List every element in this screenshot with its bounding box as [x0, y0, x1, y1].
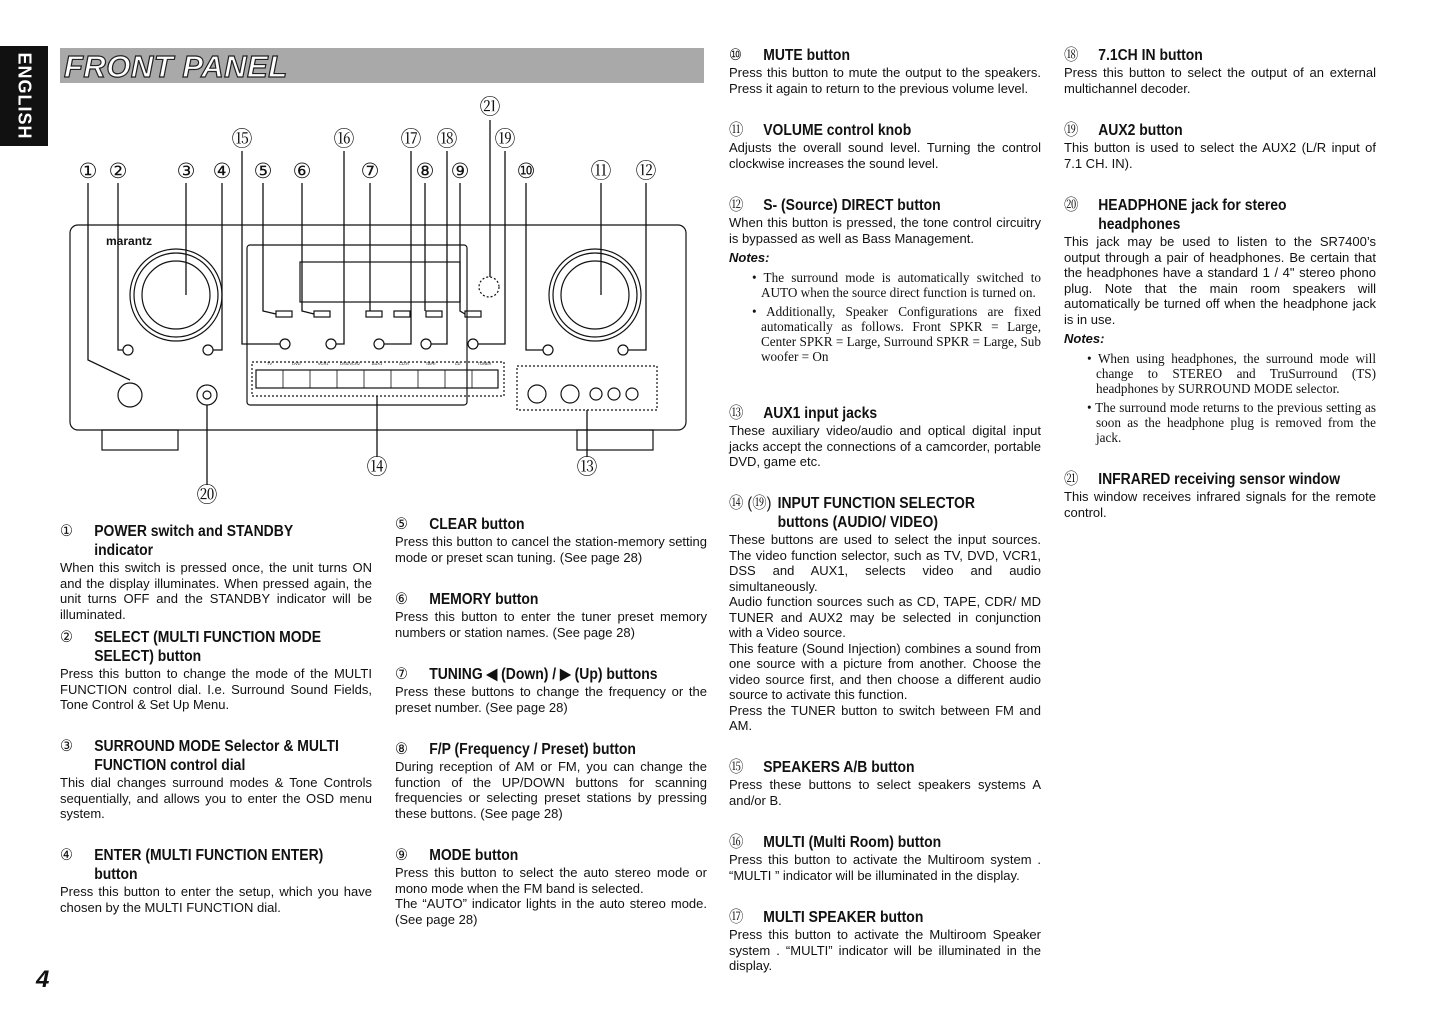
- item-number: ⑨: [395, 847, 408, 864]
- callout: ⑲: [494, 128, 516, 151]
- callout: ㉑: [479, 96, 501, 119]
- item-body: Press this button to enter the setup, which you have chosen by the MULTI FUNCTION dial.: [60, 884, 372, 915]
- item-enter: [60, 846, 372, 915]
- round-buttons: [123, 339, 628, 355]
- item-body: Press this button to cancel the station-memory setting mode or preset scan tuning. (See page 28): [395, 534, 707, 565]
- item-title: MULTI SPEAKER button: [763, 909, 924, 926]
- item-infrared: [1064, 470, 1376, 520]
- item-input-selector: [729, 494, 1041, 734]
- item-number: ⑦: [395, 666, 408, 683]
- input-label: TUNER: [477, 361, 492, 366]
- item-number: ⑬: [729, 405, 744, 422]
- item-aux2: [1064, 121, 1376, 171]
- callout: ⑰: [400, 128, 422, 151]
- input-selector-row: [256, 370, 498, 388]
- callout: ⑳: [196, 484, 218, 507]
- callout: ⑥: [292, 160, 312, 183]
- item-title: AUX2 button: [1098, 122, 1183, 139]
- item-body: Press these buttons to select speakers systems A and/or B.: [729, 777, 1041, 808]
- item-title: F/P (Frequency / Preset) button: [429, 741, 636, 758]
- item-body: Press this button to select the auto stereo mode or mono mode when the FM band is selected.: [395, 865, 707, 896]
- item-volume: [729, 121, 1041, 171]
- note: • The surround mode is automatically switched to AUTO when the source direct function is turned on.: [752, 269, 1041, 300]
- callout: ⑯: [333, 128, 355, 151]
- item-multi-speaker: [729, 908, 1041, 974]
- input-label: CD-R: [398, 361, 409, 366]
- item-body: During reception of AM or FM, you can change the function of the UP/DOWN buttons for scanning frequencies or selecting preset stations by pressing these buttons. (See page 28): [395, 759, 707, 821]
- input-label: CD: [454, 361, 461, 366]
- item-body: When this button is pressed, the tone control circuitry is bypassed as well as Bass Management.: [729, 215, 1041, 246]
- item-memory: [395, 590, 707, 640]
- item-body: When this switch is pressed once, the unit turns ON and the display illuminates. When pressed again, the unit turns OFF and the STANDBY indicator will be illuminated.: [60, 560, 372, 622]
- callout: ⑤: [253, 160, 273, 183]
- page-title: FRONT PANEL: [64, 49, 288, 84]
- notes-label: Notes:: [729, 250, 770, 265]
- item-tuning: [395, 665, 707, 715]
- item-body: This feature (Sound Injection) combines a sound from one source with a picture from another. Choose the video source first, and then choose a different audio source to activate this function.: [729, 640, 1041, 702]
- item-body: Press this button to mute the output to the speakers. Press it again to return to the previous volume level.: [729, 65, 1041, 96]
- item-title: SELECT (MULTI FUNCTION MODE SELECT) button: [94, 629, 321, 665]
- callout: ⑪: [590, 160, 612, 183]
- item-title: HEADPHONE jack for stereo headphones: [1098, 197, 1287, 233]
- item-body: These auxiliary video/audio and optical digital input jacks accept the connections of a camcorder, portable DVD, game etc.: [729, 423, 1041, 469]
- input-label: VCR1: [317, 361, 329, 366]
- surround-selector-knob: [142, 261, 210, 329]
- item-title: AUX1 input jacks: [763, 405, 878, 422]
- item-title: INFRARED receiving sensor window: [1098, 471, 1341, 488]
- item-number: ⑥: [395, 591, 408, 608]
- right-foot: [577, 430, 653, 450]
- left-foot: [102, 430, 178, 450]
- item-number: ⑲: [1064, 122, 1079, 139]
- item-number: ⑩: [729, 47, 742, 64]
- item-title: 7.1CH IN button: [1098, 47, 1203, 64]
- input-label: AUX1: [371, 361, 383, 366]
- item-body: The “AUTO” indicator lights in the auto stereo mode. (See page 28): [395, 896, 707, 927]
- item-power: [60, 522, 372, 622]
- item-title: MULTI (Multi Room) button: [763, 834, 942, 851]
- item-body: This jack may be used to listen to the SR7400’s output through a pair of headphones. Be certain that the headphones have a standard 1 / 4" stereo phono plug. Note that the main room speakers will automatically be turned off when the headphone jack is in use.: [1064, 234, 1376, 327]
- item-number: ⑧: [395, 741, 408, 758]
- ir-sensor-window: [479, 277, 499, 297]
- item-select: [60, 628, 372, 713]
- item-title: MODE button: [429, 847, 519, 864]
- note: • Additionally, Speaker Configurations are fixed automatically as follows. Front SPKR = Large, Center SPKR = Large, Surround SPKR = Large, Sub woofer = On: [752, 303, 1041, 364]
- callout: ⑨: [450, 160, 470, 183]
- item-71ch-in: [1064, 46, 1376, 96]
- note: • When using headphones, the surround mode will change to STEREO and TruSurround (TS) headphones by SURROUND MODE selector.: [1087, 350, 1376, 396]
- item-mute: [729, 46, 1041, 96]
- callout: ⑫: [635, 160, 657, 183]
- item-body: Press these buttons to change the frequency or the preset number. (See page 28): [395, 684, 707, 715]
- brand-logo: marantz: [106, 234, 153, 248]
- item-body: Press this button to activate the Multiroom Speaker system . “MULTI” indicator will be illuminated in the display.: [729, 927, 1041, 973]
- item-source-direct: [729, 196, 1041, 364]
- item-body: These buttons are used to select the input sources. The video function selector, such as TV, DVD, VCR1, DSS and AUX1, selects video and audio simultaneously.: [729, 532, 1041, 594]
- item-number: ④: [60, 847, 73, 864]
- item-number: ⑳: [1064, 197, 1079, 214]
- item-number: ⑫: [729, 197, 744, 214]
- item-body: Press this button to change the mode of the MULTI FUNCTION control dial. I.e. Surround Sound Fields, Tone Control & Set Up Menu.: [60, 666, 372, 712]
- item-body: Audio function sources such as CD, TAPE, CDR/ MD TUNER and AUX2 may be selected in conjunction with a Video source.: [729, 594, 1041, 640]
- item-number: ⑯: [729, 834, 744, 851]
- item-title: INPUT FUNCTION SELECTOR buttons (AUDIO/ VIDEO): [777, 495, 975, 531]
- callout: ②: [108, 160, 128, 183]
- item-title: S- (Source) DIRECT button: [763, 197, 941, 214]
- item-number: ㉑: [1064, 471, 1079, 488]
- item-number: ⑭ (⑲): [729, 495, 772, 512]
- item-title: TUNING ◀ (Down) / ▶ (Up) buttons: [429, 666, 658, 683]
- callout: ⑦: [360, 160, 380, 183]
- item-multi: [729, 833, 1041, 883]
- item-surround-mode: [60, 737, 372, 822]
- item-number: ⑤: [395, 516, 408, 533]
- callout: ④: [212, 160, 232, 183]
- item-fp: [395, 740, 707, 821]
- item-clear: [395, 515, 707, 565]
- input-label: TAPE: [425, 361, 436, 366]
- power-button: [118, 383, 142, 407]
- item-title: MEMORY button: [429, 591, 539, 608]
- item-title: SURROUND MODE Selector & MULTI FUNCTION control dial: [94, 738, 339, 774]
- callout: ⑭: [366, 456, 388, 479]
- item-number: ⑪: [729, 122, 744, 139]
- item-title: POWER switch and STANDBY indicator: [94, 523, 293, 559]
- language-label: ENGLISH: [14, 52, 35, 140]
- item-aux1: [729, 404, 1041, 470]
- page-number: 4: [36, 966, 50, 993]
- item-body: This window receives infrared signals for the remote control.: [1064, 489, 1376, 520]
- callout: ⑱: [436, 128, 458, 151]
- volume-knob: [561, 261, 629, 329]
- item-title: SPEAKERS A/B button: [763, 759, 915, 776]
- item-body: Press the TUNER button to switch between FM and AM.: [729, 702, 1041, 733]
- item-body: This button is used to select the AUX2 (L/R input of 7.1 CH. IN).: [1064, 140, 1376, 171]
- item-number: ①: [60, 523, 73, 540]
- input-button-labels: [256, 361, 498, 366]
- item-title: ENTER (MULTI FUNCTION ENTER) button: [94, 847, 324, 883]
- item-title: VOLUME control knob: [763, 122, 912, 139]
- display-panel: [247, 245, 467, 405]
- item-number: ②: [60, 629, 73, 646]
- item-headphone: [1064, 196, 1376, 445]
- input-label: DVD: [292, 361, 301, 366]
- callout: ③: [176, 160, 196, 183]
- item-number: ③: [60, 738, 73, 755]
- phones-jack: [197, 385, 217, 405]
- notes-label: Notes:: [1064, 331, 1105, 346]
- item-number: ⑱: [1064, 47, 1079, 64]
- note: • The surround mode returns to the previous setting as soon as the headphone plug is removed from the jack.: [1087, 399, 1376, 445]
- item-body: This dial changes surround modes & Tone Controls sequentially, and allows you to enter the OSD menu system.: [60, 775, 372, 821]
- item-number: ⑰: [729, 909, 744, 926]
- callout: ⑩: [516, 160, 536, 183]
- callout: ⑮: [231, 128, 253, 151]
- item-body: Adjusts the overall sound level. Turning the control clockwise increases the sound level.: [729, 140, 1041, 171]
- callout: ⑧: [415, 160, 435, 183]
- item-speakers: [729, 758, 1041, 808]
- item-title: CLEAR button: [429, 516, 525, 533]
- callout: ①: [78, 160, 98, 183]
- item-mode: [395, 846, 707, 927]
- callout: ⑬: [576, 456, 598, 479]
- item-body: Press this button to activate the Multiroom system . “MULTI ” indicator will be illuminated in the display.: [729, 852, 1041, 883]
- item-body: Press this button to enter the tuner preset memory numbers or station names. (See page 28): [395, 609, 707, 640]
- item-title: MUTE button: [763, 47, 850, 64]
- input-label: TV: [266, 361, 272, 366]
- item-number: ⑮: [729, 759, 744, 776]
- input-label: DSS/VCR2: [340, 361, 361, 366]
- item-body: Press this button to select the output of an external multichannel decoder.: [1064, 65, 1376, 96]
